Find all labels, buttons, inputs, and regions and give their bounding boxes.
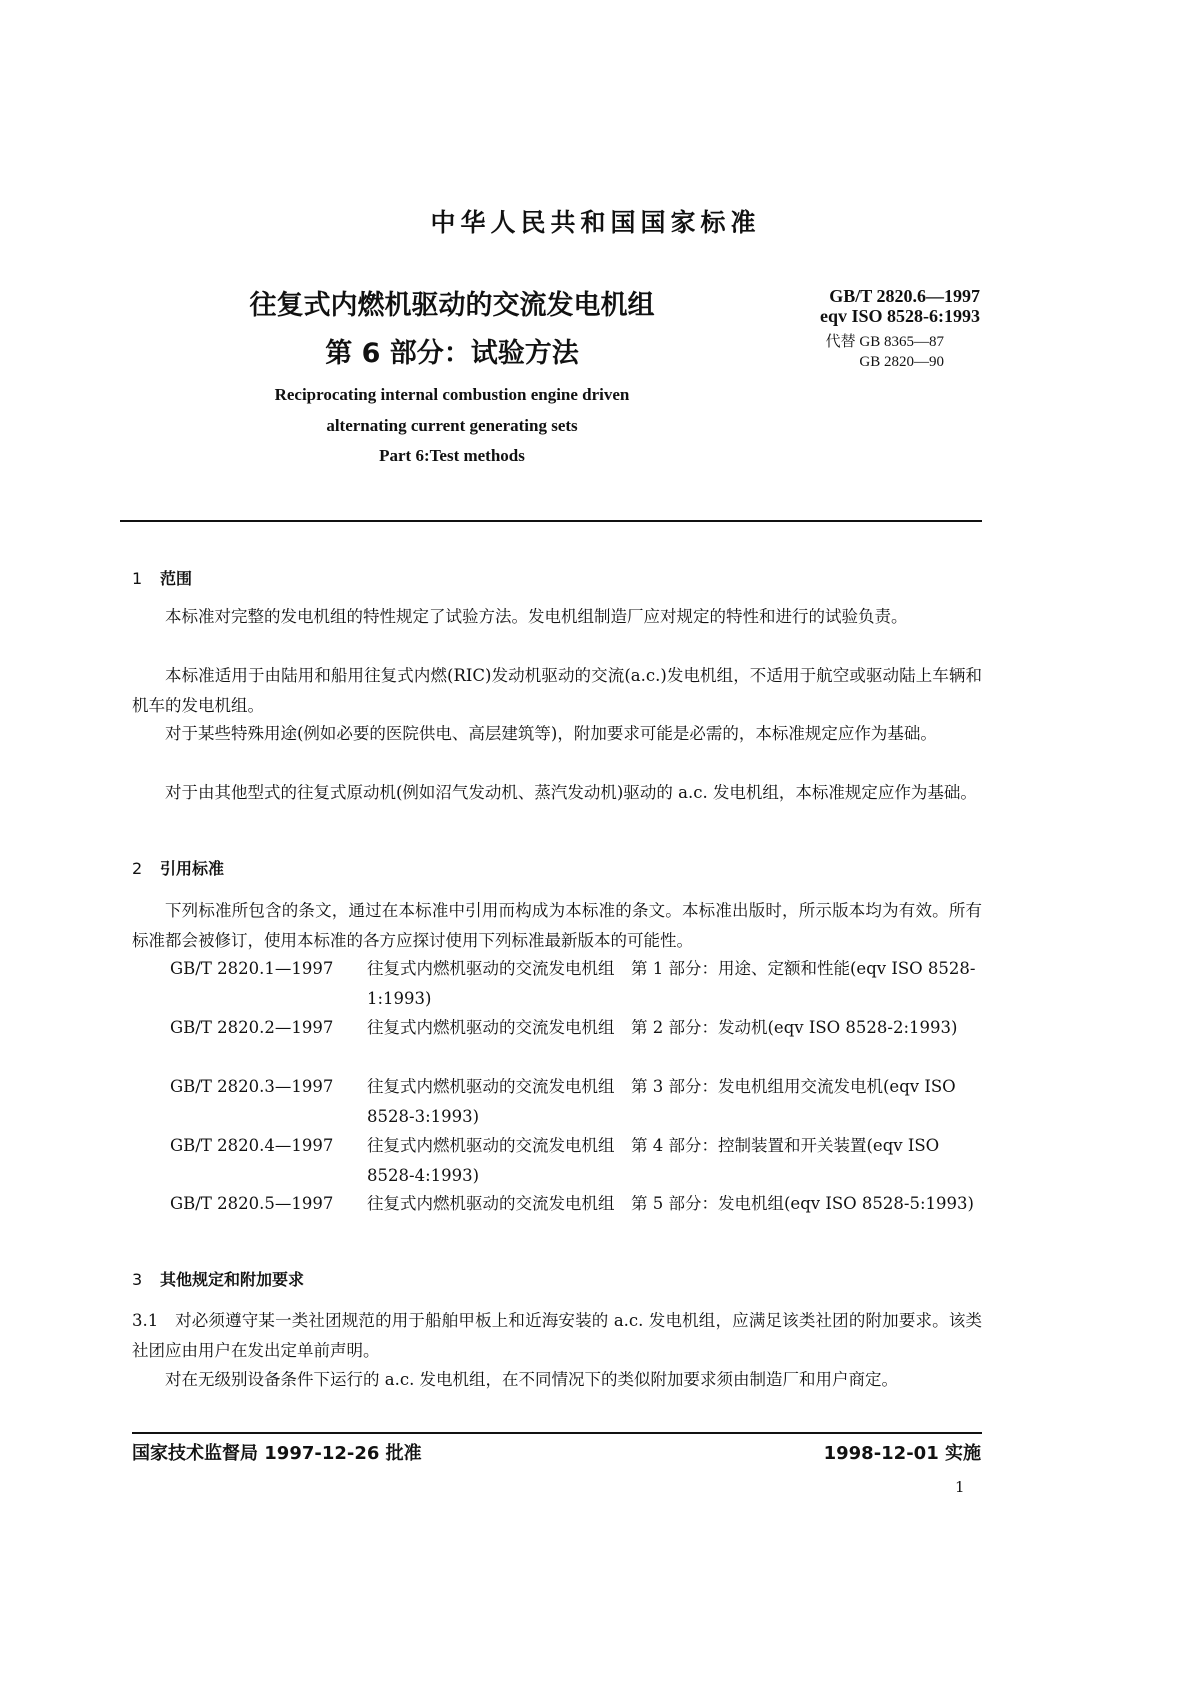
- title-en-line3: Part 6:Test methods: [379, 446, 525, 465]
- reference-title: 往复式内燃机驱动的交流发电机组 第 3 部分：发电机组用交流发电机(eqv ISO 8528-3:1993): [367, 1077, 956, 1126]
- header-divider: [120, 520, 982, 522]
- section-number: 3: [132, 1270, 143, 1289]
- replaces-1: 代替 GB 8365—87: [825, 334, 944, 350]
- reference-item: [170, 1013, 982, 1043]
- reference-title: 往复式内燃机驱动的交流发电机组 第 1 部分：用途、定额和性能(eqv ISO 8528-1:1993): [367, 959, 976, 1008]
- section-2-heading: [132, 856, 224, 879]
- paragraph: 本标准对完整的发电机组的特性规定了试验方法。发电机组制造厂应对规定的特性和进行的试验负责。: [165, 607, 908, 626]
- reference-item: [170, 1072, 982, 1131]
- title-cn-line2: 第 6 部分：试验方法: [325, 338, 579, 369]
- section-number: 1: [132, 569, 143, 588]
- section-1-heading: [132, 566, 192, 589]
- reference-title: 往复式内燃机驱动的交流发电机组 第 4 部分：控制装置和开关装置(eqv ISO 8528-4:1993): [367, 1136, 940, 1185]
- approval-date: 国家技术监督局 1997-12-26 批准: [132, 1443, 422, 1464]
- replaces-2: GB 2820—90: [859, 354, 944, 370]
- page-number: 1: [955, 1478, 965, 1496]
- reference-item: [170, 1131, 982, 1190]
- section-title: 范围: [160, 569, 193, 588]
- title-cn-line1: 往复式内燃机驱动的交流发电机组: [249, 290, 655, 321]
- section-title: 其他规定和附加要求: [160, 1270, 305, 1289]
- effective-date: 1998-12-01 实施: [823, 1443, 981, 1464]
- title-en-line2: alternating current generating sets: [326, 416, 578, 435]
- paragraph: 对于由其他型式的往复式原动机(例如沼气发动机、蒸汽发动机)驱动的 a.c. 发电机组，本标准规定应作为基础。: [165, 783, 977, 802]
- paragraph: 对于某些特殊用途(例如必要的医院供电、高层建筑等)，附加要求可能是必需的，本标准规定应作为基础。: [165, 724, 937, 743]
- paragraph: 对在无级别设备条件下运行的 a.c. 发电机组，在不同情况下的类似附加要求须由制造厂和用户商定。: [165, 1370, 899, 1389]
- title-en-line1: Reciprocating internal combustion engine driven: [274, 385, 630, 404]
- equivalent-standard: eqv ISO 8528-6:1993: [819, 306, 980, 326]
- standard-code-block: [790, 286, 980, 372]
- reference-code: GB/T 2820.1—1997: [170, 959, 334, 978]
- section-number: 2: [132, 859, 143, 878]
- reference-item: [170, 1189, 982, 1219]
- reference-code: GB/T 2820.5—1997: [170, 1194, 334, 1213]
- reference-code: GB/T 2820.3—1997: [170, 1077, 334, 1096]
- reference-item: [170, 954, 982, 1013]
- paragraph: 3.1 对必须遵守某一类社团规范的用于船舶甲板上和近海安装的 a.c. 发电机组，应满足该类社团的附加要求。该类社团应由用户在发出定单前声明。: [132, 1311, 982, 1360]
- reference-title: 往复式内燃机驱动的交流发电机组 第 2 部分：发动机(eqv ISO 8528-2:1993): [367, 1018, 958, 1037]
- paragraph: 本标准适用于由陆用和船用往复式内燃(RIC)发动机驱动的交流(a.c.)发电机组，不适用于航空或驱动陆上车辆和机车的发电机组。: [132, 666, 982, 715]
- standard-code: GB/T 2820.6—1997: [829, 286, 980, 306]
- paragraph: 下列标准所包含的条文，通过在本标准中引用而构成为本标准的条文。本标准出版时，所示版本均为有效。所有标准都会被修订，使用本标准的各方应探讨使用下列标准最新版本的可能性。: [132, 901, 982, 950]
- section-title: 引用标准: [160, 859, 225, 878]
- reference-code: GB/T 2820.2—1997: [170, 1018, 334, 1037]
- national-standard-heading: 中华人民共和国国家标准: [430, 208, 761, 237]
- section-3-heading: [132, 1267, 304, 1290]
- reference-title: 往复式内燃机驱动的交流发电机组 第 5 部分：发电机组(eqv ISO 8528-5:1993): [367, 1194, 974, 1213]
- footer-divider: [132, 1432, 982, 1434]
- reference-code: GB/T 2820.4—1997: [170, 1136, 334, 1155]
